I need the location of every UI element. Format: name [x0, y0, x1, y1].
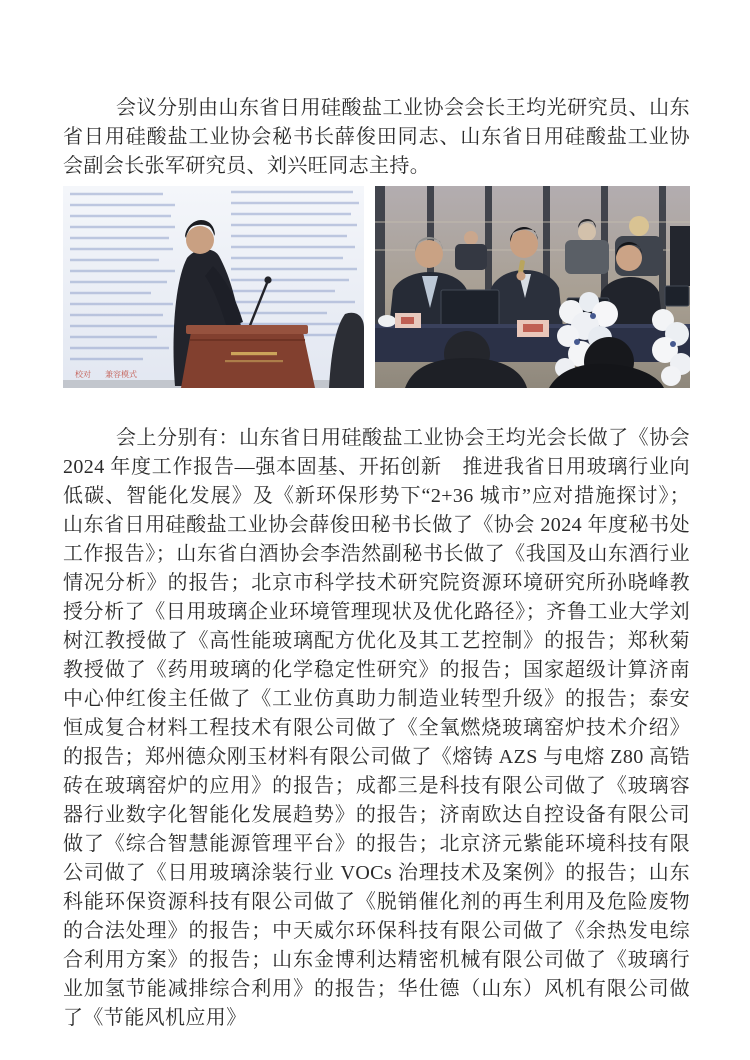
conference-photo-graphic: [375, 186, 690, 388]
teacup: [378, 315, 396, 327]
podium: [181, 325, 315, 388]
screen-status-label-compat: 兼容模式: [105, 370, 137, 379]
photo-row: [63, 186, 690, 388]
speaker-at-podium-photo: [63, 186, 364, 388]
speaker-photo-graphic: [63, 186, 364, 388]
podium-gold-text: [231, 352, 277, 355]
podium-gold-subtext: [225, 360, 283, 362]
screen-status-label-proofing: 校对: [75, 370, 91, 379]
intro-paragraph: 会议分别由山东省日用硅酸盐工业协会会长王均光研究员、山东省日用硅酸盐工业协会秘书长薛俊田同志、山东省日用硅酸盐工业协会副会长张军研究员、刘兴旺同志主持。: [63, 97, 690, 177]
reports-paragraph: 会上分别有：山东省日用硅酸盐工业协会王均光会长做了《协会 2024 年度工作报告—强本固基、开拓创新 推进我省日用玻璃行业向低碳、智能化发展》及《新环保形势下“2+36 城市”应对措施探讨》；山东省日用硅酸盐工业协会薛俊田秘书长做了《协会 2024 年度秘书处工作报告》；山东省白酒协会李浩然副秘书长做了《我国及山东酒行业情况分析》的报告；北京市科学技术研究院资源环境研究所孙晓峰教授分析了《日用玻璃企业环境管理现状及优化路径》；齐鲁工业大学刘树江教授做了《高性能玻璃配方优化及其工艺控制》的报告；郑秋菊教授做了《药用玻璃的化学稳定性研究》的报告；国家超级计算济南中心仲红俊主任做了《工业仿真助力制造业转型升级》的报告；泰安恒成复合材料工程技术有限公司做了《全氧燃烧玻璃窑炉技术介绍》的报告；郑州德众刚玉材料有限公司做了《熔铸 AZS 与电熔 Z80 高锆砖在玻璃窑炉的应用》的报告；成都三是科技有限公司做了《玻璃容器行业数字化智能化发展趋势》的报告；济南欧达自控设备有限公司做了《综合智慧能源管理平台》的报告；北京济元紫能环境科技有限公司做了《日用玻璃涂装行业 VOCs 治理技术及案例》的报告；山东科能环保资源科技有限公司做了《脱销催化剂的再生利用及危险废物的合法处理》的报告；中天威尔环保科技有限公司做了《余热发电综合利用方案》的报告；山东金博利达精密机械有限公司做了《玻璃行业加氢节能减排综合利用》的报告；华仕德（山东）风机有限公司做了《节能风机应用》: [63, 427, 690, 1029]
conference-attendees-photo: [375, 186, 690, 388]
